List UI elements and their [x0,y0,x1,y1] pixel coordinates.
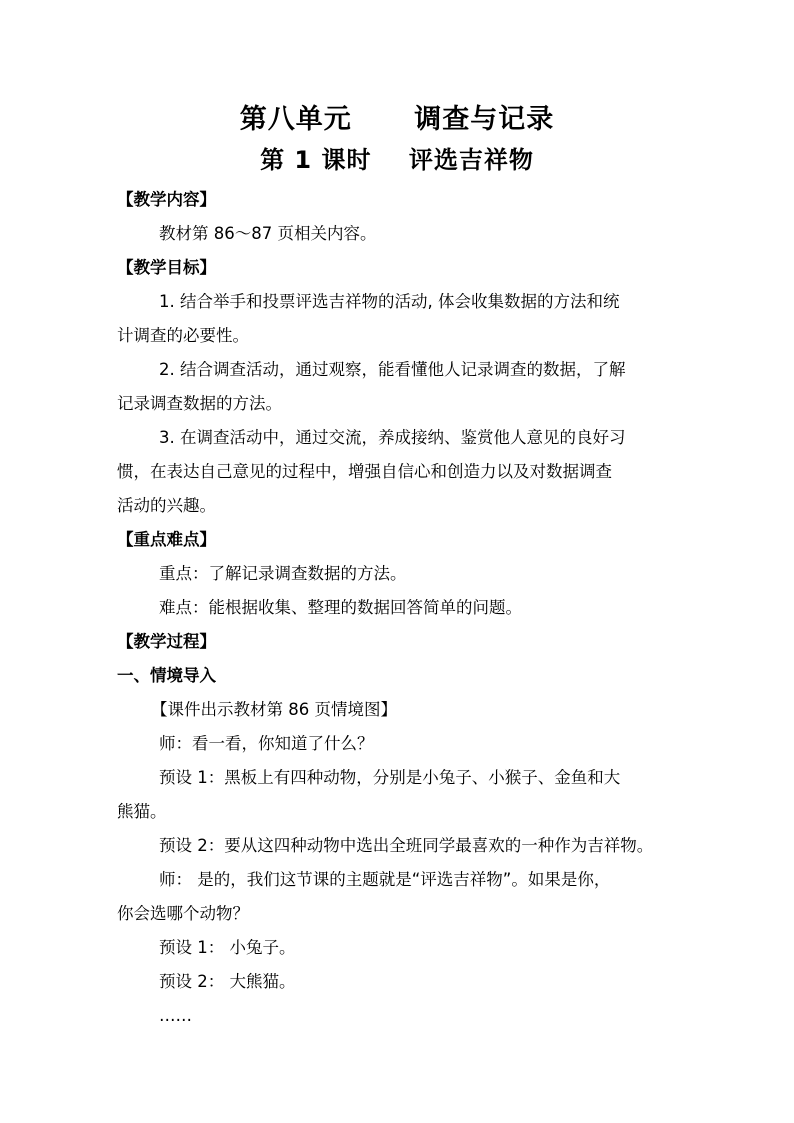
preset-1-line-2: 熊猫。 [117,802,167,821]
teacher-question-1: 师：看一看，你知道了什么？ [159,734,374,753]
key-points-heading: 【重点难点】 [117,530,216,549]
difficulty-text: 难点：能根据收集、整理的数据回答简单的问题。 [159,598,522,617]
goal-1-line-2: 计调查的必要性。 [117,326,249,345]
teaching-content-text: 教材第 86～87 页相关内容。 [159,224,377,243]
teaching-content-heading: 【教学内容】 [117,190,216,209]
key-point-text: 重点：了解记录调查数据的方法。 [159,564,407,583]
goal-2-line-2: 记录调查数据的方法。 [117,394,282,413]
ellipsis: …… [159,1006,192,1025]
answer-1: 预设 1： 小兔子。 [159,938,296,957]
lesson-title: 第 1 课时 评选吉祥物 [260,146,534,174]
preset-2: 预设 2：要从这四种动物中选出全班同学最喜欢的一种作为吉祥物。 [159,836,654,855]
teaching-goals-heading: 【教学目标】 [117,258,216,277]
teacher-question-2-line-1: 师： 是的，我们这节课的主题就是“评选吉祥物”。如果是你， [159,870,611,889]
courseware-note: 【课件出示教材第 86 页情境图】 [151,700,397,719]
goal-3-line-3: 活动的兴趣。 [117,496,216,515]
goal-1-line-1: 1. 结合举手和投票评选吉祥物的活动, 体会收集数据的方法和统 [159,292,620,311]
teaching-process-heading: 【教学过程】 [117,632,216,651]
goal-2-line-1: 2. 结合调查活动，通过观察，能看懂他人记录调查的数据，了解 [159,360,626,379]
document-body [117,183,677,1033]
answer-2: 预设 2： 大熊猫。 [159,972,296,991]
section-1-heading: 一、情境导入 [117,666,216,685]
unit-title: 第八单元 调查与记录 [239,104,555,135]
preset-1-line-1: 预设 1：黑板上有四种动物，分别是小兔子、小猴子、金鱼和大 [159,768,621,787]
goal-3-line-2: 惯，在表达自己意见的过程中，增强自信心和创造力以及对数据调查 [117,462,612,481]
teacher-question-2-line-2: 你会选哪个动物？ [117,904,249,923]
goal-3-line-1: 3. 在调查活动中，通过交流，养成接纳、鉴赏他人意见的良好习 [159,428,626,447]
